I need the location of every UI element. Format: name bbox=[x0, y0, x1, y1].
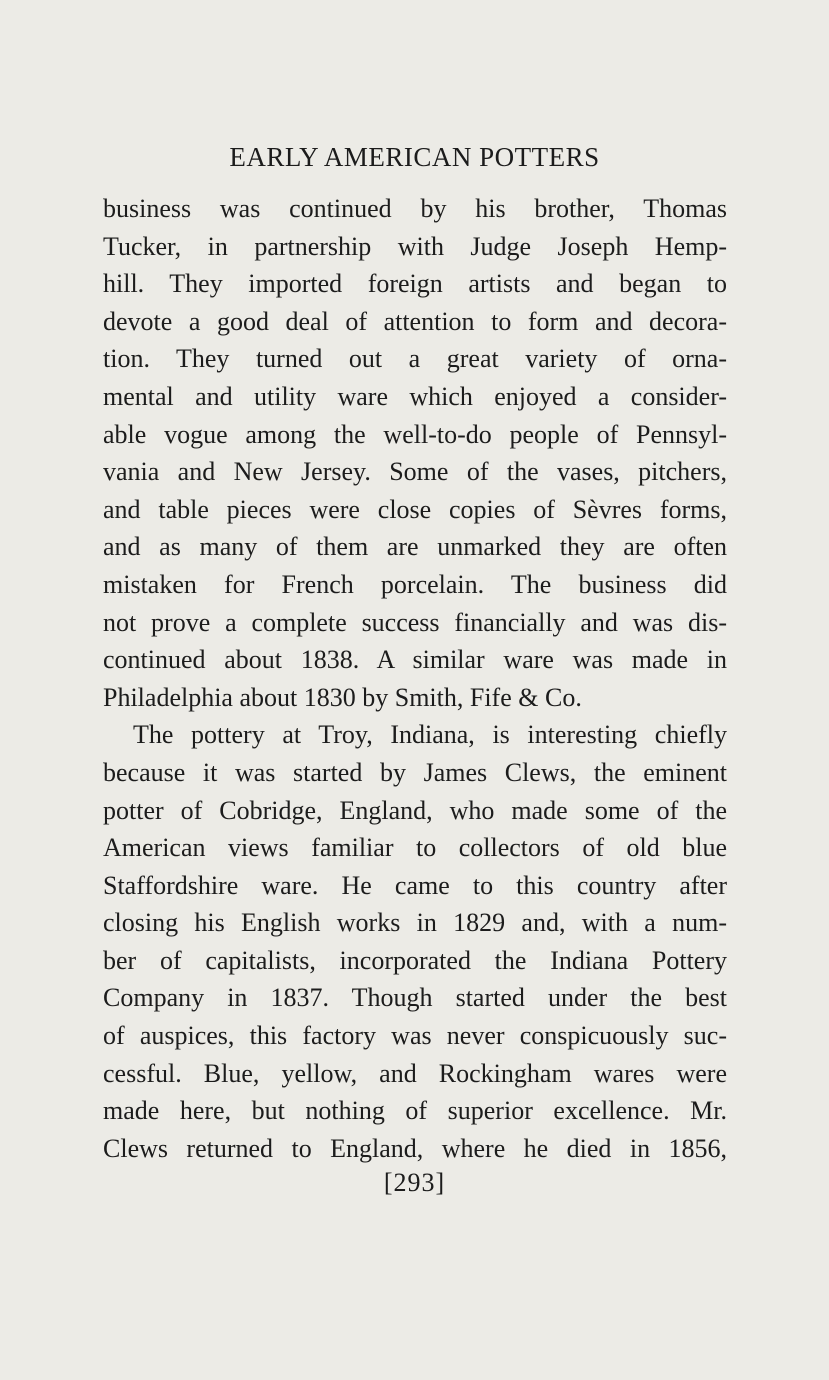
text-line: because it was started by James Clews, the eminent bbox=[103, 757, 727, 787]
paragraph bbox=[103, 716, 727, 1167]
text-line: potter of Cobridge, England, who made some of the bbox=[103, 795, 727, 825]
text-line: cessful. Blue, yellow, and Rockingham wares were bbox=[103, 1058, 727, 1088]
text-line: of auspices, this factory was never conspicuously suc- bbox=[103, 1021, 727, 1051]
text-line: able vogue among the well-to-do people of Pennsyl- bbox=[103, 419, 727, 449]
page-number: [293] bbox=[383, 1168, 446, 1197]
text-line: not prove a complete success financially and was dis- bbox=[103, 607, 727, 637]
running-head: EARLY AMERICAN POTTERS bbox=[229, 142, 600, 172]
text-line: Philadelphia about 1830 by Smith, Fife & Co. bbox=[103, 682, 582, 712]
text-line: continued about 1838. A similar ware was made in bbox=[103, 645, 727, 675]
text-line: mistaken for French porcelain. The business did bbox=[103, 569, 727, 599]
text-line: and as many of them are unmarked they are often bbox=[103, 532, 727, 562]
text-line: Staffordshire ware. He came to this country after bbox=[103, 870, 727, 900]
text-line: business was continued by his brother, Thomas bbox=[103, 194, 727, 223]
text-line: Clews returned to England, where he died in 1856, bbox=[103, 1133, 727, 1163]
text-line: devote a good deal of attention to form and decora- bbox=[103, 306, 727, 336]
text-line: made here, but nothing of superior excellence. Mr. bbox=[103, 1096, 727, 1126]
text-line: and table pieces were close copies of Sèvres forms, bbox=[103, 494, 727, 524]
text-line: hill. They imported foreign artists and began to bbox=[103, 269, 727, 299]
text-line: Company in 1837. Though started under the best bbox=[103, 983, 727, 1013]
text-line: The pottery at Troy, Indiana, is interesting chiefly bbox=[133, 720, 727, 750]
paragraph bbox=[103, 190, 727, 716]
text-line: American views familiar to collectors of old blue bbox=[103, 833, 727, 863]
text-line: vania and New Jersey. Some of the vases, pitchers, bbox=[103, 457, 727, 487]
text-line: tion. They turned out a great variety of orna- bbox=[103, 344, 727, 374]
text-line: Tucker, in partnership with Judge Joseph Hemp- bbox=[103, 231, 727, 261]
text-line: ber of capitalists, incorporated the Indiana Pottery bbox=[103, 945, 727, 975]
text-line: mental and utility ware which enjoyed a consider- bbox=[103, 381, 727, 411]
text-line: closing his English works in 1829 and, with a num- bbox=[103, 908, 727, 938]
body-text bbox=[103, 190, 727, 1167]
